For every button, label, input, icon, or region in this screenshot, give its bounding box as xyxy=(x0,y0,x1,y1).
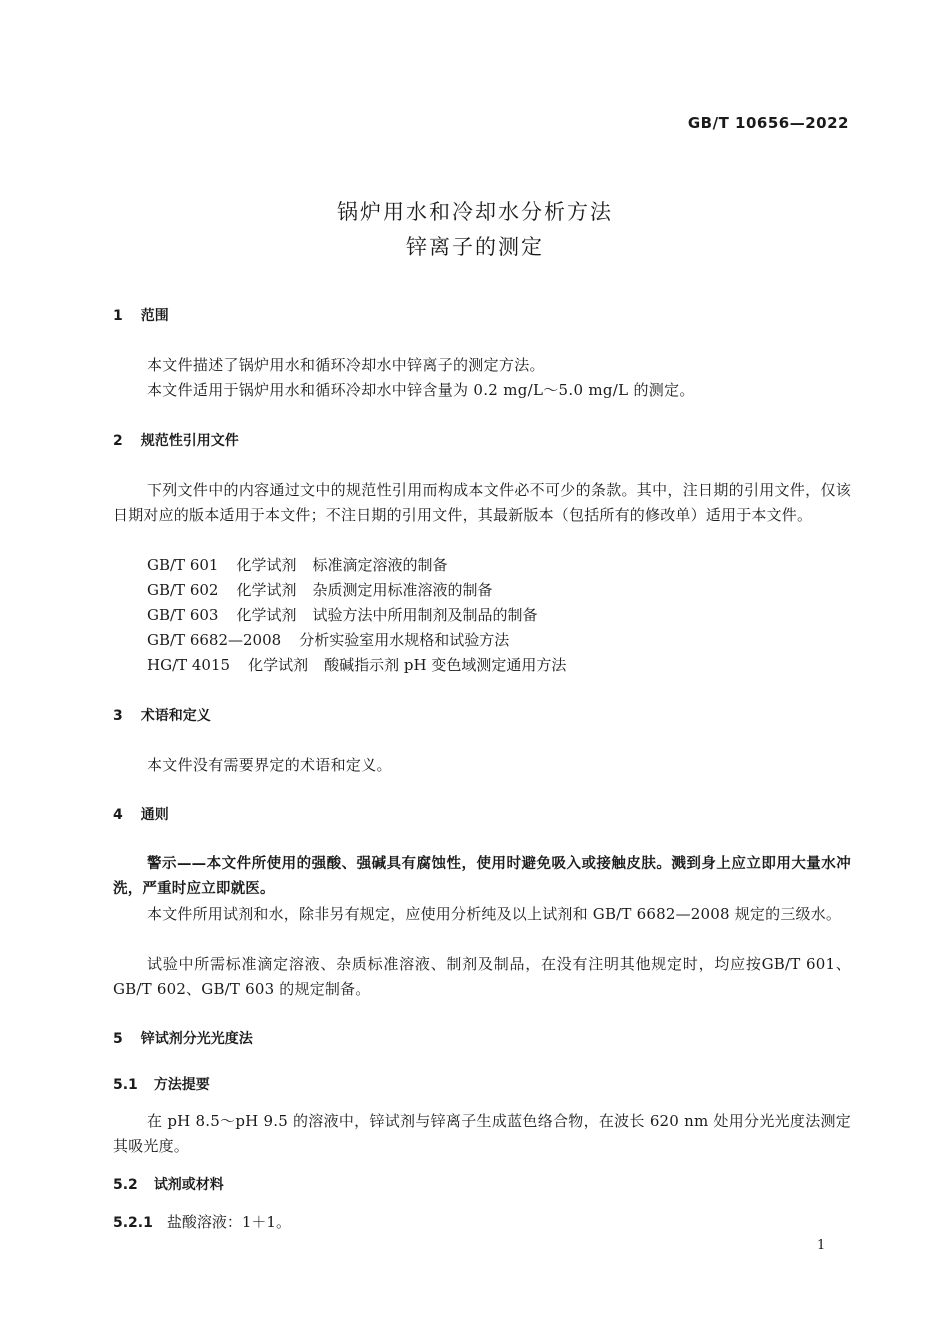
reference-code: GB/T 602 xyxy=(147,581,219,599)
normative-reference xyxy=(147,654,566,675)
normative-reference xyxy=(147,629,509,650)
reference-code: GB/T 601 xyxy=(147,556,219,574)
section-1-heading xyxy=(113,305,169,325)
section-number: 1 xyxy=(113,308,123,324)
section-1-paragraph-1: 本文件描述了锅炉用水和循环冷却水中锌离子的测定方法。 xyxy=(147,356,545,374)
reference-title-part1: 化学试剂 xyxy=(236,581,297,599)
reference-title-part1: 化学试剂 xyxy=(236,556,297,574)
section-2-heading xyxy=(113,430,239,450)
section-3-paragraph: 本文件没有需要界定的术语和定义。 xyxy=(147,756,392,774)
reference-title-part1: 分析实验室用水规格和试验方法 xyxy=(299,631,510,649)
reference-title-part1: 化学试剂 xyxy=(248,656,309,674)
clause-5-2-1 xyxy=(113,1211,291,1232)
clause-text: 盐酸溶液：1＋1。 xyxy=(166,1213,291,1231)
document-title-line1: 锅炉用水和冷却水分析方法 xyxy=(337,200,613,224)
document-title-line2: 锌离子的测定 xyxy=(406,235,544,259)
section-2-paragraph: 下列文件中的内容通过文中的规范性引用而构成本文件必不可少的条款。其中，注日期的引用文件，仅该日期对应的版本适用于本文件；不注日期的引用文件，其最新版本（包括所有的修改单）适用于本文件。 xyxy=(113,481,851,524)
section-title: 试剂或材料 xyxy=(153,1177,224,1193)
reference-title-part1: 化学试剂 xyxy=(236,606,297,624)
section-5-1-paragraph: 在 pH 8.5～pH 9.5 的溶液中，锌试剂与锌离子生成蓝色络合物，在波长 620 nm 处用分光光度法测定其吸光度。 xyxy=(113,1112,851,1155)
section-number: 5.2 xyxy=(113,1177,138,1193)
reference-title-part2: 试验方法中所用制剂及制品的制备 xyxy=(312,606,538,624)
section-title: 方法提要 xyxy=(153,1077,210,1093)
section-number: 5.1 xyxy=(113,1077,138,1093)
section-3-heading xyxy=(113,705,211,725)
reference-title-part2: 酸碱指示剂 pH 变色域测定通用方法 xyxy=(324,656,567,674)
section-title: 规范性引用文件 xyxy=(140,433,239,449)
page-number: 1 xyxy=(817,1238,826,1253)
section-title: 范围 xyxy=(140,308,169,324)
section-4-paragraph-2: 试验中所需标准滴定溶液、杂质标准溶液、制剂及制品，在没有注明其他规定时，均应按GB/T 601、GB/T 602、GB/T 603 的规定制备。 xyxy=(113,955,851,998)
section-1-paragraph-2: 本文件适用于锅炉用水和循环冷却水中锌含量为 0.2 mg/L～5.0 mg/L 的测定。 xyxy=(147,381,695,399)
reference-code: GB/T 603 xyxy=(147,606,219,624)
reference-title-part2: 杂质测定用标准溶液的制备 xyxy=(312,581,493,599)
section-title: 通则 xyxy=(140,807,169,823)
section-number: 2 xyxy=(113,433,123,449)
section-5-heading xyxy=(113,1028,253,1048)
normative-reference xyxy=(147,604,538,625)
section-number: 5 xyxy=(113,1031,123,1047)
section-number: 4 xyxy=(113,807,123,823)
reference-title-part2: 标准滴定溶液的制备 xyxy=(312,556,448,574)
safety-warning: 警示——本文件所使用的强酸、强碱具有腐蚀性，使用时避免吸入或接触皮肤。溅到身上应立即用大量水冲洗，严重时应立即就医。 xyxy=(113,856,851,897)
reference-code: HG/T 4015 xyxy=(147,656,231,674)
section-4-heading xyxy=(113,804,169,824)
normative-reference xyxy=(147,579,493,600)
standard-number: GB/T 10656—2022 xyxy=(687,114,849,132)
section-title: 锌试剂分光光度法 xyxy=(140,1031,253,1047)
clause-number: 5.2.1 xyxy=(113,1215,153,1231)
section-number: 3 xyxy=(113,708,123,724)
section-title: 术语和定义 xyxy=(140,708,211,724)
section-4-paragraph-1: 本文件所用试剂和水，除非另有规定，应使用分析纯及以上试剂和 GB/T 6682—2008 规定的三级水。 xyxy=(147,905,842,923)
section-5-2-heading xyxy=(113,1174,224,1194)
normative-reference xyxy=(147,554,448,575)
section-5-1-heading xyxy=(113,1074,210,1094)
reference-code: GB/T 6682—2008 xyxy=(147,631,282,649)
